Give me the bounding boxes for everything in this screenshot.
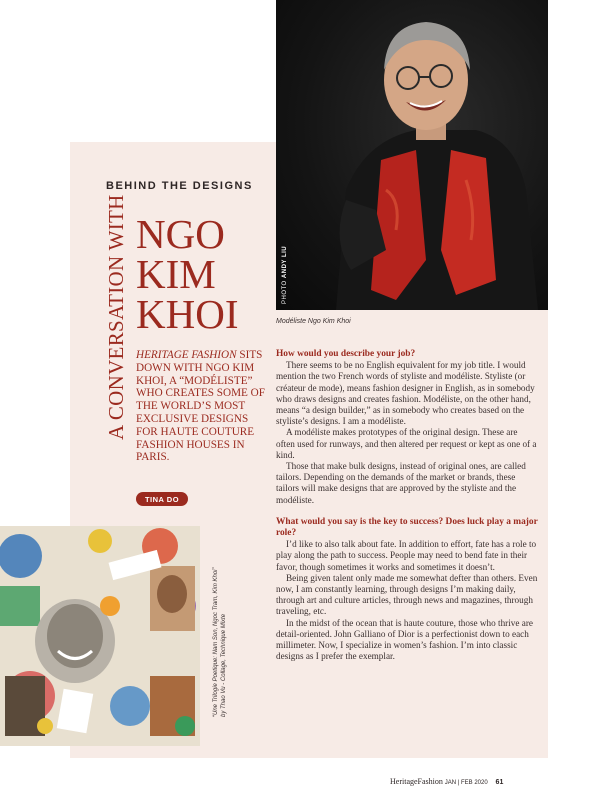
headline-name-line: KIM: [136, 251, 216, 297]
question-2: What would you say is the key to success? Does luck play a major role?: [276, 516, 538, 539]
artwork-artist: by Thao Vu - Collage, Technique Mixte: [221, 613, 227, 717]
interview-body: [276, 349, 538, 662]
headline-kicker: A CONVERSATION WITH: [104, 194, 128, 440]
deck-publication: HERITAGE FASHION: [136, 349, 237, 361]
page-number: 61: [495, 779, 504, 786]
author-badge: TINA DO: [136, 492, 188, 506]
collage-artwork: [0, 526, 200, 746]
section-label: BEHIND THE DESIGNS: [106, 180, 253, 192]
photo-credit: PHOTO ANDY LIU: [282, 245, 288, 304]
artwork-title: “Une Trilogie Poetique: Nam Son, Ngoc Tram, Kim Khoi”: [213, 567, 219, 717]
photo-caption: Modéliste Ngo Kim Khoi: [276, 318, 351, 325]
footer-brand: HeritageFashion: [390, 777, 443, 786]
page-footer: [390, 777, 503, 786]
answer-paragraph: I’d like to also talk about fate. In addition to effort, fate has a role to play along the path to success. People may need to bend fate in their favor, though sometimes it works and sometimes it doesn’t.: [276, 539, 537, 572]
headline-name-line: KHOI: [136, 291, 239, 337]
question-1: How would you describe your job?: [276, 349, 416, 359]
answer-paragraph: In the midst of the ocean that is haute couture, those who thrive are detail-oriented. John Galliano of Dior is a perfectionist down to each millimeter. Now, I specialize in women’s fashion. I’m into classic designs as I prefer the exemplar.: [276, 617, 533, 662]
answer-paragraph: Being given talent only made me somewhat defter than others. Even now, I am constantly learning, through designs I’m making daily, through art and culture articles, through news and magazines, through traveling, etc.: [276, 572, 538, 617]
article-deck: [136, 349, 271, 464]
answer-paragraph: There seems to be no English equivalent for my job title. I would mention the two French words of styliste and modéliste. Styliste (or créateur de mode), means fashion designer in English, as in somebody who draws designs and creates fashion. Modéliste, on the other hand, means “a design builder,” as in somebody who creates based on the styliste’s designs. I am a modéliste.: [276, 360, 535, 427]
deck-text: SITS DOWN WITH NGO KIM KHOI, A “MODÉLISTE” WHO CREATES SOME OF THE WORLD’S MOST EXCLUSIVE DESIGNS FOR HAUTE COUTURE FASHION HOUSES IN PARIS.: [136, 349, 265, 464]
answer-paragraph: A modéliste makes prototypes of the original design. These are often used for runways, and then altered per request or kept as one of a kind.: [276, 427, 537, 460]
portrait-photo: [276, 0, 548, 310]
answer-paragraph: Those that make bulk designs, instead of original ones, are called tailors. Depending on the demands of the market or brands, these tailors will make designs that are approved by the styliste and the modéliste.: [276, 461, 526, 505]
footer-issue: JAN | FEB 2020: [444, 780, 488, 786]
headline-name: [136, 211, 239, 337]
artwork-credit: [212, 568, 228, 718]
headline-name-line: NGO: [136, 211, 225, 257]
